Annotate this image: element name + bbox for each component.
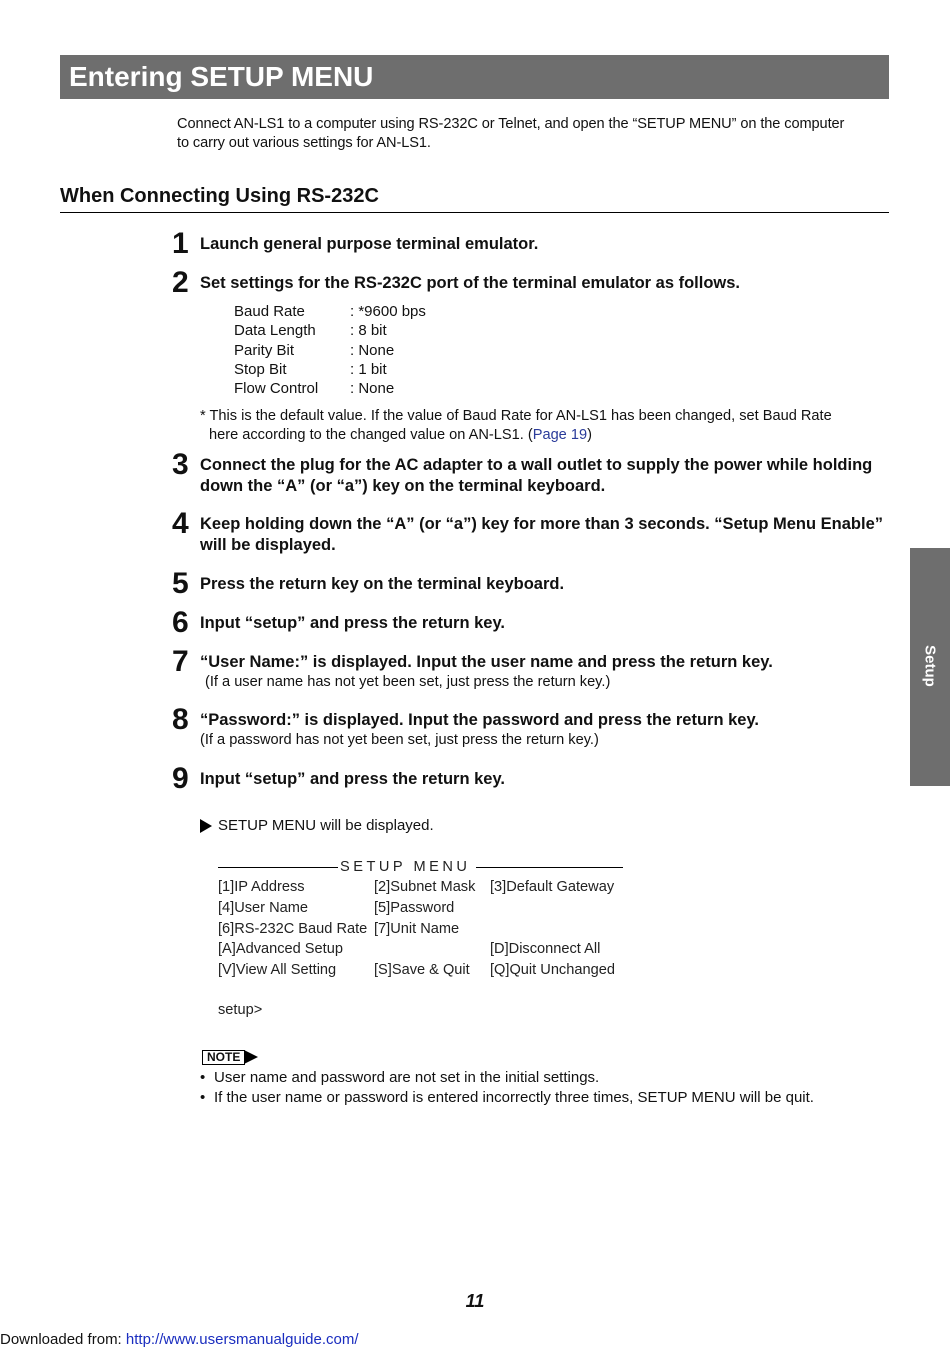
menu-row xyxy=(218,919,623,940)
setting-value: : None xyxy=(350,380,395,398)
footnote-line-1: * This is the default value. If the value of Baud Rate for AN-LS1 has been changed, set Baud Rate xyxy=(200,408,832,424)
bullet-icon: • xyxy=(200,1088,206,1106)
setting-value: : *9600 bps xyxy=(350,303,426,320)
menu-option: [5]Password xyxy=(374,899,455,916)
step-text xyxy=(200,455,890,497)
download-prefix: Downloaded from: xyxy=(0,1331,126,1348)
menu-option: [Q]Quit Unchanged xyxy=(490,962,615,979)
play-triangle-icon xyxy=(200,819,212,833)
setting-row xyxy=(234,360,426,379)
step-text: Launch general purpose terminal emulator. xyxy=(200,235,539,253)
rs232c-settings-list xyxy=(234,302,426,398)
side-tab-setup xyxy=(910,548,950,786)
step-text: “User Name:” is displayed. Input the user name and press the return key. xyxy=(200,653,773,671)
step-text: Set settings for the RS-232C port of the terminal emulator as follows. xyxy=(200,274,741,292)
note-item xyxy=(200,1088,814,1108)
menu-option: [4]User Name xyxy=(218,899,309,916)
menu-title-line-left xyxy=(218,867,338,868)
step-6 xyxy=(170,606,890,639)
step-subtext: (If a user name has not yet been set, just press the return key.) xyxy=(205,674,611,690)
step-text-line-2: down the “A” (or “a”) key on the terminal keyboard. xyxy=(200,477,606,495)
download-url-link[interactable]: http://www.usersmanualguide.com/ xyxy=(125,1331,359,1348)
footnote-text: here according to the changed value on AN-LS1. ( xyxy=(209,427,533,443)
section-heading: When Connecting Using RS-232C xyxy=(60,183,889,213)
menu-option: [7]Unit Name xyxy=(374,920,460,937)
baud-rate-footnote xyxy=(200,407,892,445)
step-7 xyxy=(170,645,890,692)
menu-title-line-right xyxy=(476,867,623,868)
setting-row xyxy=(234,302,426,321)
setting-value: : None xyxy=(350,341,395,359)
menu-option: [S]Save & Quit xyxy=(374,962,470,979)
setting-value: : 1 bit xyxy=(350,360,387,378)
notes-list xyxy=(200,1068,814,1107)
step-number: 4 xyxy=(172,507,189,540)
menu-option: [2]Subnet Mask xyxy=(374,879,476,895)
footnote-text-end: ) xyxy=(587,427,592,443)
note-item xyxy=(200,1068,814,1088)
note-text: If the user name or password is entered incorrectly three times, SETUP MENU will be quit. xyxy=(214,1088,814,1106)
step-8 xyxy=(170,703,890,750)
step-3 xyxy=(170,448,890,497)
step-subtext: (If a password has not yet been set, just press the return key.) xyxy=(200,732,599,748)
step-number: 6 xyxy=(172,606,189,639)
menu-row xyxy=(218,939,623,960)
setting-label: Baud Rate xyxy=(234,303,305,320)
step-2 xyxy=(170,266,890,299)
setting-label: Data Length xyxy=(234,322,316,340)
setup-menu-screen xyxy=(218,857,623,981)
menu-option: [6]RS-232C Baud Rate xyxy=(218,920,368,937)
menu-row xyxy=(218,960,623,981)
step-number: 3 xyxy=(172,448,189,481)
step-text-line-1: Connect the plug for the AC adapter to a wall outlet to supply the power while holding xyxy=(200,456,873,474)
step-1 xyxy=(170,227,890,260)
setting-label: Parity Bit xyxy=(234,341,295,359)
step-text: Input “setup” and press the return key. xyxy=(200,614,506,632)
note-label: NOTE xyxy=(202,1050,245,1065)
setting-row xyxy=(234,321,426,340)
menu-option: [A]Advanced Setup xyxy=(218,941,343,958)
setting-label: Flow Control xyxy=(234,380,319,398)
menu-option: [3]Default Gateway xyxy=(490,879,615,895)
step-text xyxy=(200,514,890,556)
menu-title-rule xyxy=(218,857,623,877)
step-4 xyxy=(170,507,890,556)
note-badge xyxy=(202,1049,258,1065)
page-title: Entering SETUP MENU xyxy=(60,55,889,99)
result-text: SETUP MENU will be displayed. xyxy=(218,817,434,834)
step-text-line-2: will be displayed. xyxy=(200,536,336,554)
menu-option: [V]View All Setting xyxy=(218,962,337,979)
step-number: 8 xyxy=(172,703,189,736)
setting-label: Stop Bit xyxy=(234,360,287,378)
menu-option: [D]Disconnect All xyxy=(490,941,601,958)
step-number: 2 xyxy=(172,266,189,299)
step-text: Press the return key on the terminal keyboard. xyxy=(200,575,565,593)
note-text: User name and password are not set in the initial settings. xyxy=(214,1069,600,1086)
step-text: “Password:” is displayed. Input the password and press the return key. xyxy=(200,711,760,729)
footnote-line-2 xyxy=(200,426,892,445)
intro-paragraph xyxy=(177,115,892,153)
step-number: 7 xyxy=(172,645,189,678)
menu-option: [1]IP Address xyxy=(218,879,305,895)
note-arrow-icon xyxy=(244,1050,258,1064)
step-text: Input “setup” and press the return key. xyxy=(200,770,506,788)
step-9 xyxy=(170,762,890,795)
bullet-icon: • xyxy=(200,1069,206,1086)
step-number: 5 xyxy=(172,567,189,600)
download-footer xyxy=(0,1330,359,1350)
step-number: 1 xyxy=(172,227,189,260)
intro-line-2: to carry out various settings for AN-LS1. xyxy=(177,135,431,151)
menu-row xyxy=(218,898,623,919)
setting-value: : 8 bit xyxy=(350,322,387,340)
page-reference-link[interactable]: Page 19 xyxy=(532,427,588,443)
menu-row xyxy=(218,877,623,898)
step-number: 9 xyxy=(172,762,189,795)
page-number: 11 xyxy=(465,1291,485,1311)
setting-row xyxy=(234,341,426,360)
step-result xyxy=(200,816,434,835)
intro-line-1: Connect AN-LS1 to a computer using RS-232C or Telnet, and open the “SETUP MENU” on the computer xyxy=(177,116,845,132)
setup-prompt: setup> xyxy=(218,1002,263,1018)
side-tab-label: Setup xyxy=(921,645,939,687)
menu-title: SETUP MENU xyxy=(340,859,471,875)
setting-row xyxy=(234,379,426,398)
step-5 xyxy=(170,567,890,600)
step-text-line-1: Keep holding down the “A” (or “a”) key for more than 3 seconds. “Setup Menu Enable” xyxy=(200,515,883,533)
